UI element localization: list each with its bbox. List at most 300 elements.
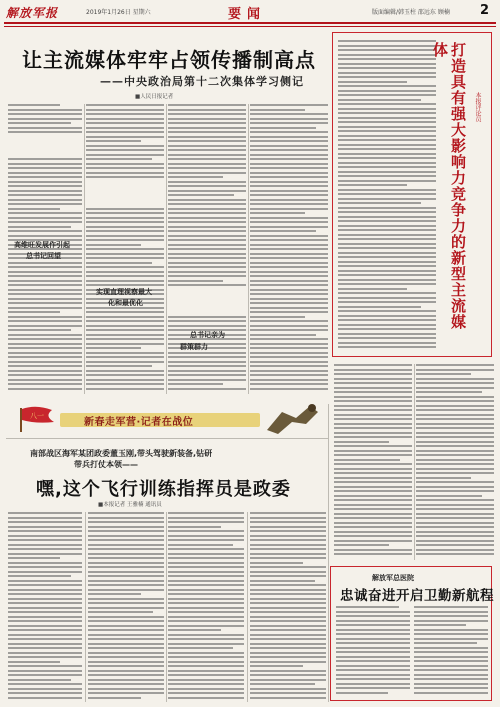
text-line	[8, 530, 82, 532]
text-line	[168, 257, 246, 259]
text-line	[338, 225, 436, 227]
text-line	[86, 311, 164, 313]
text-line	[168, 262, 246, 264]
text-line	[336, 678, 410, 680]
text-line	[250, 638, 326, 640]
text-line	[8, 262, 82, 264]
text-line	[168, 370, 246, 372]
text-line	[250, 118, 328, 120]
text-line	[250, 539, 326, 541]
story2-body-column	[8, 512, 82, 702]
text-line	[336, 620, 410, 622]
text-line	[250, 562, 303, 564]
text-line	[416, 405, 494, 407]
text-line	[88, 521, 164, 523]
text-line	[416, 454, 494, 456]
text-line	[250, 289, 328, 291]
text-line	[168, 548, 244, 550]
story2-headline: 嘿,这个飞行训练指挥员是政委	[36, 479, 291, 500]
text-line	[8, 221, 82, 223]
text-line	[88, 598, 164, 600]
text-line	[250, 307, 328, 309]
text-line	[338, 99, 421, 101]
text-line	[414, 692, 488, 694]
text-line	[8, 343, 82, 345]
svg-text:八一: 八一	[30, 412, 44, 420]
text-line	[336, 669, 410, 671]
text-line	[8, 311, 60, 313]
text-line	[250, 154, 328, 156]
text-line	[250, 145, 328, 147]
text-line	[416, 409, 494, 411]
text-line	[250, 338, 328, 340]
text-line	[416, 522, 494, 524]
text-line	[250, 347, 328, 349]
text-line	[86, 109, 164, 111]
right-body-column	[334, 364, 412, 560]
text-line	[168, 235, 246, 237]
text-line	[86, 131, 164, 133]
text-line	[250, 320, 328, 322]
text-line	[8, 674, 82, 676]
text-line	[8, 598, 82, 600]
text-line	[168, 526, 221, 528]
text-line	[416, 378, 494, 380]
text-line	[8, 539, 82, 541]
text-line	[168, 688, 244, 690]
text-line	[414, 611, 488, 613]
text-line	[86, 262, 152, 264]
text-line	[416, 400, 494, 402]
text-line	[338, 270, 436, 272]
text-line	[86, 127, 164, 129]
column-rule	[414, 364, 415, 560]
text-line	[416, 445, 494, 447]
text-line	[88, 589, 164, 591]
text-line	[338, 274, 436, 276]
text-line	[86, 325, 164, 327]
text-line	[334, 436, 412, 438]
text-line	[8, 230, 82, 232]
text-line	[86, 158, 152, 160]
text-line	[8, 329, 71, 331]
text-line	[416, 526, 494, 528]
text-line	[250, 131, 328, 133]
text-line	[336, 660, 410, 662]
text-line	[86, 244, 141, 246]
text-line	[250, 379, 328, 381]
column-rule	[328, 404, 329, 702]
text-line	[168, 679, 244, 681]
text-line	[86, 280, 164, 282]
text-line	[8, 593, 82, 595]
text-line	[8, 383, 82, 385]
text-line	[88, 571, 164, 573]
text-line	[414, 638, 488, 640]
text-line	[250, 311, 328, 313]
text-line	[8, 562, 82, 564]
text-line	[414, 674, 488, 676]
text-line	[8, 163, 82, 165]
text-line	[86, 118, 164, 120]
text-line	[338, 252, 436, 254]
text-line	[8, 589, 82, 591]
text-line	[168, 634, 244, 636]
page-number: 2	[480, 3, 490, 18]
text-line	[8, 271, 82, 273]
text-line	[416, 495, 482, 497]
text-line	[168, 584, 244, 586]
text-line	[338, 301, 436, 303]
story2-kicker-line2: 带兵打仗本领——	[74, 460, 138, 469]
text-line	[334, 373, 412, 375]
text-line	[250, 194, 328, 196]
text-line	[8, 656, 82, 658]
text-line	[334, 486, 412, 488]
text-line	[168, 118, 246, 120]
text-line	[250, 329, 328, 331]
text-line	[250, 557, 326, 559]
text-line	[168, 181, 246, 183]
text-line	[168, 199, 246, 201]
text-line	[336, 674, 410, 676]
text-line	[8, 118, 82, 120]
text-line	[8, 131, 82, 133]
text-line	[338, 265, 436, 267]
text-line	[416, 463, 494, 465]
right-body-column	[416, 364, 494, 560]
column-rule	[84, 104, 85, 394]
text-line	[88, 652, 164, 654]
text-line	[338, 229, 436, 231]
text-line	[8, 616, 82, 618]
text-line	[414, 624, 466, 626]
text-line	[334, 391, 412, 393]
text-line	[416, 553, 494, 555]
text-line	[250, 262, 328, 264]
text-line	[168, 575, 244, 577]
text-line	[414, 642, 477, 644]
section-subhead: 高维旺发展作引起	[14, 241, 70, 249]
text-line	[8, 512, 82, 514]
text-line	[338, 234, 436, 236]
text-line	[88, 616, 164, 618]
text-line	[338, 81, 407, 83]
text-line	[8, 266, 82, 268]
text-line	[334, 382, 412, 384]
text-line	[168, 190, 246, 192]
text-line	[88, 697, 141, 699]
text-line	[8, 298, 82, 300]
text-line	[8, 379, 82, 381]
text-line	[250, 275, 328, 277]
text-line	[8, 127, 82, 129]
text-line	[416, 396, 494, 398]
text-line	[86, 257, 164, 259]
text-line	[416, 486, 494, 488]
text-line	[338, 292, 436, 294]
text-line	[8, 535, 82, 537]
text-line	[416, 468, 494, 470]
text-line	[414, 647, 488, 649]
text-line	[338, 58, 436, 60]
text-line	[168, 316, 246, 318]
text-line	[86, 140, 141, 142]
text-line	[250, 607, 326, 609]
text-line	[250, 692, 326, 694]
text-line	[86, 334, 164, 336]
text-line	[8, 194, 82, 196]
text-line	[8, 607, 82, 609]
banner-rule	[6, 438, 328, 439]
text-line	[250, 665, 303, 667]
text-line	[8, 692, 82, 694]
text-line	[168, 388, 246, 390]
text-line	[8, 374, 82, 376]
hospital-kicker: 解放军总医院	[372, 574, 414, 582]
text-line	[86, 253, 164, 255]
text-line	[168, 365, 246, 367]
text-line	[168, 104, 246, 106]
text-line	[250, 656, 326, 658]
text-line	[338, 202, 421, 204]
text-line	[338, 198, 436, 200]
text-line	[416, 436, 494, 438]
story2-body-column	[250, 512, 326, 702]
text-line	[414, 687, 488, 689]
text-line	[8, 634, 82, 636]
commentary-body-column	[338, 40, 436, 352]
text-line	[8, 557, 60, 559]
text-line	[86, 163, 164, 165]
text-line	[8, 176, 82, 178]
text-line	[338, 256, 436, 258]
text-line	[250, 616, 326, 618]
text-line	[168, 136, 246, 138]
text-line	[416, 364, 494, 366]
text-line	[168, 167, 246, 169]
text-line	[338, 139, 436, 141]
text-line	[86, 136, 164, 138]
text-line	[8, 158, 82, 160]
text-line	[168, 253, 246, 255]
text-line	[414, 629, 488, 631]
story2-body-column	[88, 512, 164, 702]
text-line	[86, 208, 164, 210]
text-line	[86, 122, 164, 124]
text-line	[416, 481, 494, 483]
text-line	[338, 162, 436, 164]
text-line	[250, 217, 328, 219]
text-line	[8, 629, 82, 631]
text-line	[88, 580, 164, 582]
text-line	[250, 361, 328, 363]
text-line	[338, 342, 436, 344]
text-line	[168, 140, 246, 142]
text-line	[8, 584, 82, 586]
text-line	[338, 117, 436, 119]
text-line	[168, 652, 244, 654]
text-line	[250, 521, 326, 523]
text-line	[250, 370, 328, 372]
text-line	[8, 356, 82, 358]
text-line	[86, 145, 164, 147]
text-line	[416, 513, 494, 515]
text-line	[168, 320, 246, 322]
text-line	[88, 647, 164, 649]
text-line	[338, 144, 436, 146]
text-line	[338, 306, 421, 308]
text-line	[88, 535, 164, 537]
text-line	[86, 271, 164, 273]
text-line	[86, 226, 164, 228]
text-line	[250, 127, 316, 129]
text-line	[168, 208, 246, 210]
newspaper-logo: 解放军报	[6, 6, 59, 20]
text-line	[8, 670, 82, 672]
text-line	[8, 113, 82, 115]
text-line	[416, 544, 494, 546]
text-line	[338, 166, 436, 168]
text-line	[250, 167, 328, 169]
text-line	[250, 163, 328, 165]
section-subhead: 实现直理视察最大	[96, 288, 152, 296]
text-line	[8, 347, 82, 349]
text-line	[334, 400, 412, 402]
text-line	[88, 629, 164, 631]
text-line	[168, 656, 244, 658]
text-line	[250, 280, 328, 282]
text-line	[168, 620, 244, 622]
text-line	[250, 688, 326, 690]
text-line	[8, 122, 71, 124]
text-line	[168, 203, 246, 205]
text-line	[250, 544, 326, 546]
text-line	[250, 140, 328, 142]
text-line	[250, 683, 315, 685]
text-line	[8, 553, 82, 555]
text-line	[416, 387, 494, 389]
text-line	[168, 647, 233, 649]
text-line	[336, 629, 410, 631]
text-line	[88, 575, 164, 577]
text-line	[88, 620, 164, 622]
text-line	[250, 526, 326, 528]
text-line	[8, 104, 60, 106]
text-line	[168, 163, 246, 165]
text-line	[86, 316, 164, 318]
text-line	[168, 544, 233, 546]
text-line	[416, 441, 494, 443]
text-line	[250, 647, 326, 649]
text-line	[250, 239, 328, 241]
text-line	[414, 656, 488, 658]
text-line	[334, 513, 412, 515]
text-line	[338, 49, 436, 51]
text-line	[88, 584, 164, 586]
text-line	[336, 638, 410, 640]
text-line	[168, 109, 246, 111]
text-line	[334, 468, 412, 470]
text-line	[334, 409, 412, 411]
text-line	[168, 244, 246, 246]
text-line	[334, 445, 412, 447]
text-line	[250, 553, 326, 555]
text-line	[334, 454, 412, 456]
text-line	[336, 692, 388, 694]
text-line	[168, 697, 244, 699]
text-line	[336, 665, 410, 667]
text-line	[8, 181, 82, 183]
text-line	[416, 517, 494, 519]
text-line	[334, 463, 412, 465]
text-line	[168, 271, 246, 273]
text-line	[8, 575, 71, 577]
text-line	[334, 481, 412, 483]
lead-body-column	[250, 104, 328, 394]
text-line	[86, 235, 164, 237]
text-line	[8, 289, 82, 291]
text-line	[8, 361, 82, 363]
text-line	[250, 203, 328, 205]
text-line	[338, 45, 436, 47]
text-line	[86, 212, 164, 214]
section-subhead: 总书记亲为	[190, 331, 225, 339]
text-line	[338, 40, 436, 42]
text-line	[334, 535, 412, 537]
text-line	[168, 580, 244, 582]
text-line	[416, 477, 471, 479]
column-rule	[166, 104, 167, 394]
text-line	[168, 154, 246, 156]
text-line	[168, 521, 244, 523]
text-line	[88, 679, 164, 681]
text-line	[168, 692, 244, 694]
text-line	[338, 220, 436, 222]
text-line	[8, 544, 82, 546]
text-line	[168, 683, 244, 685]
text-line	[416, 490, 494, 492]
text-line	[250, 517, 326, 519]
text-line	[416, 531, 494, 533]
text-line	[338, 238, 436, 240]
text-line	[250, 235, 328, 237]
text-line	[334, 432, 412, 434]
text-line	[416, 535, 494, 537]
text-line	[8, 203, 82, 205]
text-line	[86, 275, 164, 277]
text-line	[250, 190, 328, 192]
text-line	[168, 616, 244, 618]
text-line	[8, 526, 82, 528]
text-line	[8, 275, 82, 277]
text-line	[8, 302, 82, 304]
text-line	[168, 127, 246, 129]
text-line	[250, 158, 328, 160]
text-line	[168, 512, 244, 514]
text-line	[168, 113, 246, 115]
story2-byline: ■本报记者 王雅楠 通讯员	[98, 502, 162, 508]
text-line	[8, 688, 82, 690]
text-line	[334, 499, 412, 501]
text-line	[88, 625, 164, 627]
text-line	[168, 266, 246, 268]
text-line	[250, 611, 326, 613]
text-line	[168, 589, 244, 591]
text-line	[250, 293, 328, 295]
text-line	[334, 427, 412, 429]
text-line	[250, 584, 326, 586]
